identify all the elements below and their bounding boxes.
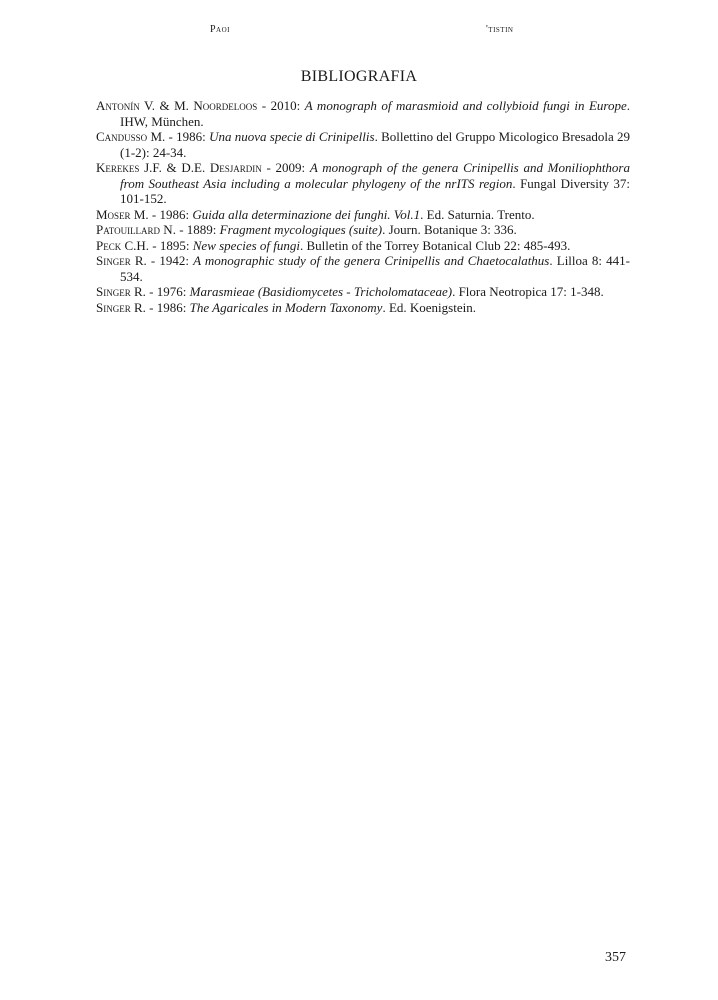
reference-list <box>96 98 630 315</box>
reference-details: . IHW, München. <box>120 98 630 129</box>
running-header <box>0 24 718 40</box>
reference-work: A monograph of the genera Crinipellis and Moniliophthora from Southeast Asia including a molecular phylogeny of the nrITS region <box>120 160 630 191</box>
reference-work: Una nuova specie di Crinipellis <box>209 129 375 144</box>
reference-details: . Bulletin of the Torrey Botanical Club 22: 485-493. <box>300 237 571 253</box>
reference-work: The Agaricales in Modern Taxonomy <box>189 299 383 315</box>
reference-year: - 1986: <box>145 299 190 315</box>
reference-entry <box>96 238 630 254</box>
reference-details: . Ed. Koenigstein. <box>382 299 476 315</box>
running-header-right: 'tistin <box>486 24 514 35</box>
reference-author: Patouillard N. <box>96 222 176 237</box>
reference-entry <box>96 284 630 300</box>
reference-author: Kerekes J.F. & D.E. Desjardin <box>96 160 262 175</box>
reference-year: - 2009: <box>261 160 310 175</box>
reference-year: - 1986: <box>148 206 193 222</box>
reference-year: - 1942: <box>146 253 194 268</box>
section-title: BIBLIOGRAFIA <box>300 68 418 85</box>
reference-work: Fragment mycologiques (suite) <box>219 222 383 237</box>
reference-year: - 2010: <box>257 98 305 113</box>
reference-year: - 1976: <box>145 284 190 299</box>
running-header-left: Paoi <box>210 24 231 35</box>
reference-author: Singer R. <box>96 253 147 268</box>
reference-entry <box>96 300 630 316</box>
reference-author: Singer R. <box>96 299 146 315</box>
page-number: 357 <box>605 950 626 965</box>
reference-details: . Ed. Saturnia. Trento. <box>420 206 535 222</box>
reference-work: A monograph of marasmioid and collybioid fungi in Europe <box>304 98 627 113</box>
reference-entry <box>96 222 630 238</box>
reference-entry <box>96 160 630 207</box>
reference-author: Peck C.H. <box>96 237 150 253</box>
reference-entry <box>96 129 630 160</box>
reference-details: . Bollettino del Gruppo Micologico Bresadola 29 (1-2): 24-34. <box>120 129 631 160</box>
reference-entry <box>96 207 630 223</box>
reference-author: Candusso M. <box>96 129 166 144</box>
reference-work: Marasmieae (Basidiomycetes - Tricholomataceae) <box>189 284 453 299</box>
reference-year: - 1895: <box>149 237 193 253</box>
reference-author: Antonín V. & M. Noordeloos <box>96 98 258 113</box>
reference-author: Moser M. <box>96 206 149 222</box>
reference-year: - 1986: <box>165 129 210 144</box>
reference-details: . Flora Neotropica 17: 1-348. <box>452 284 604 299</box>
reference-year: - 1889: <box>175 222 220 237</box>
reference-details: . Lilloa 8: 441-534. <box>120 253 630 284</box>
reference-details: . Journ. Botanique 3: 336. <box>382 222 517 237</box>
reference-work: Guida alla determinazione dei funghi. Vol.1 <box>192 206 421 222</box>
reference-author: Singer R. <box>96 284 146 299</box>
reference-work: New species of fungi <box>192 237 300 253</box>
reference-details: . Fungal Diversity 37: 101-152. <box>120 175 630 206</box>
reference-entry <box>96 253 630 284</box>
reference-entry <box>96 98 630 129</box>
reference-work: A monographic study of the genera Crinipellis and Chaetocalathus <box>193 253 550 268</box>
